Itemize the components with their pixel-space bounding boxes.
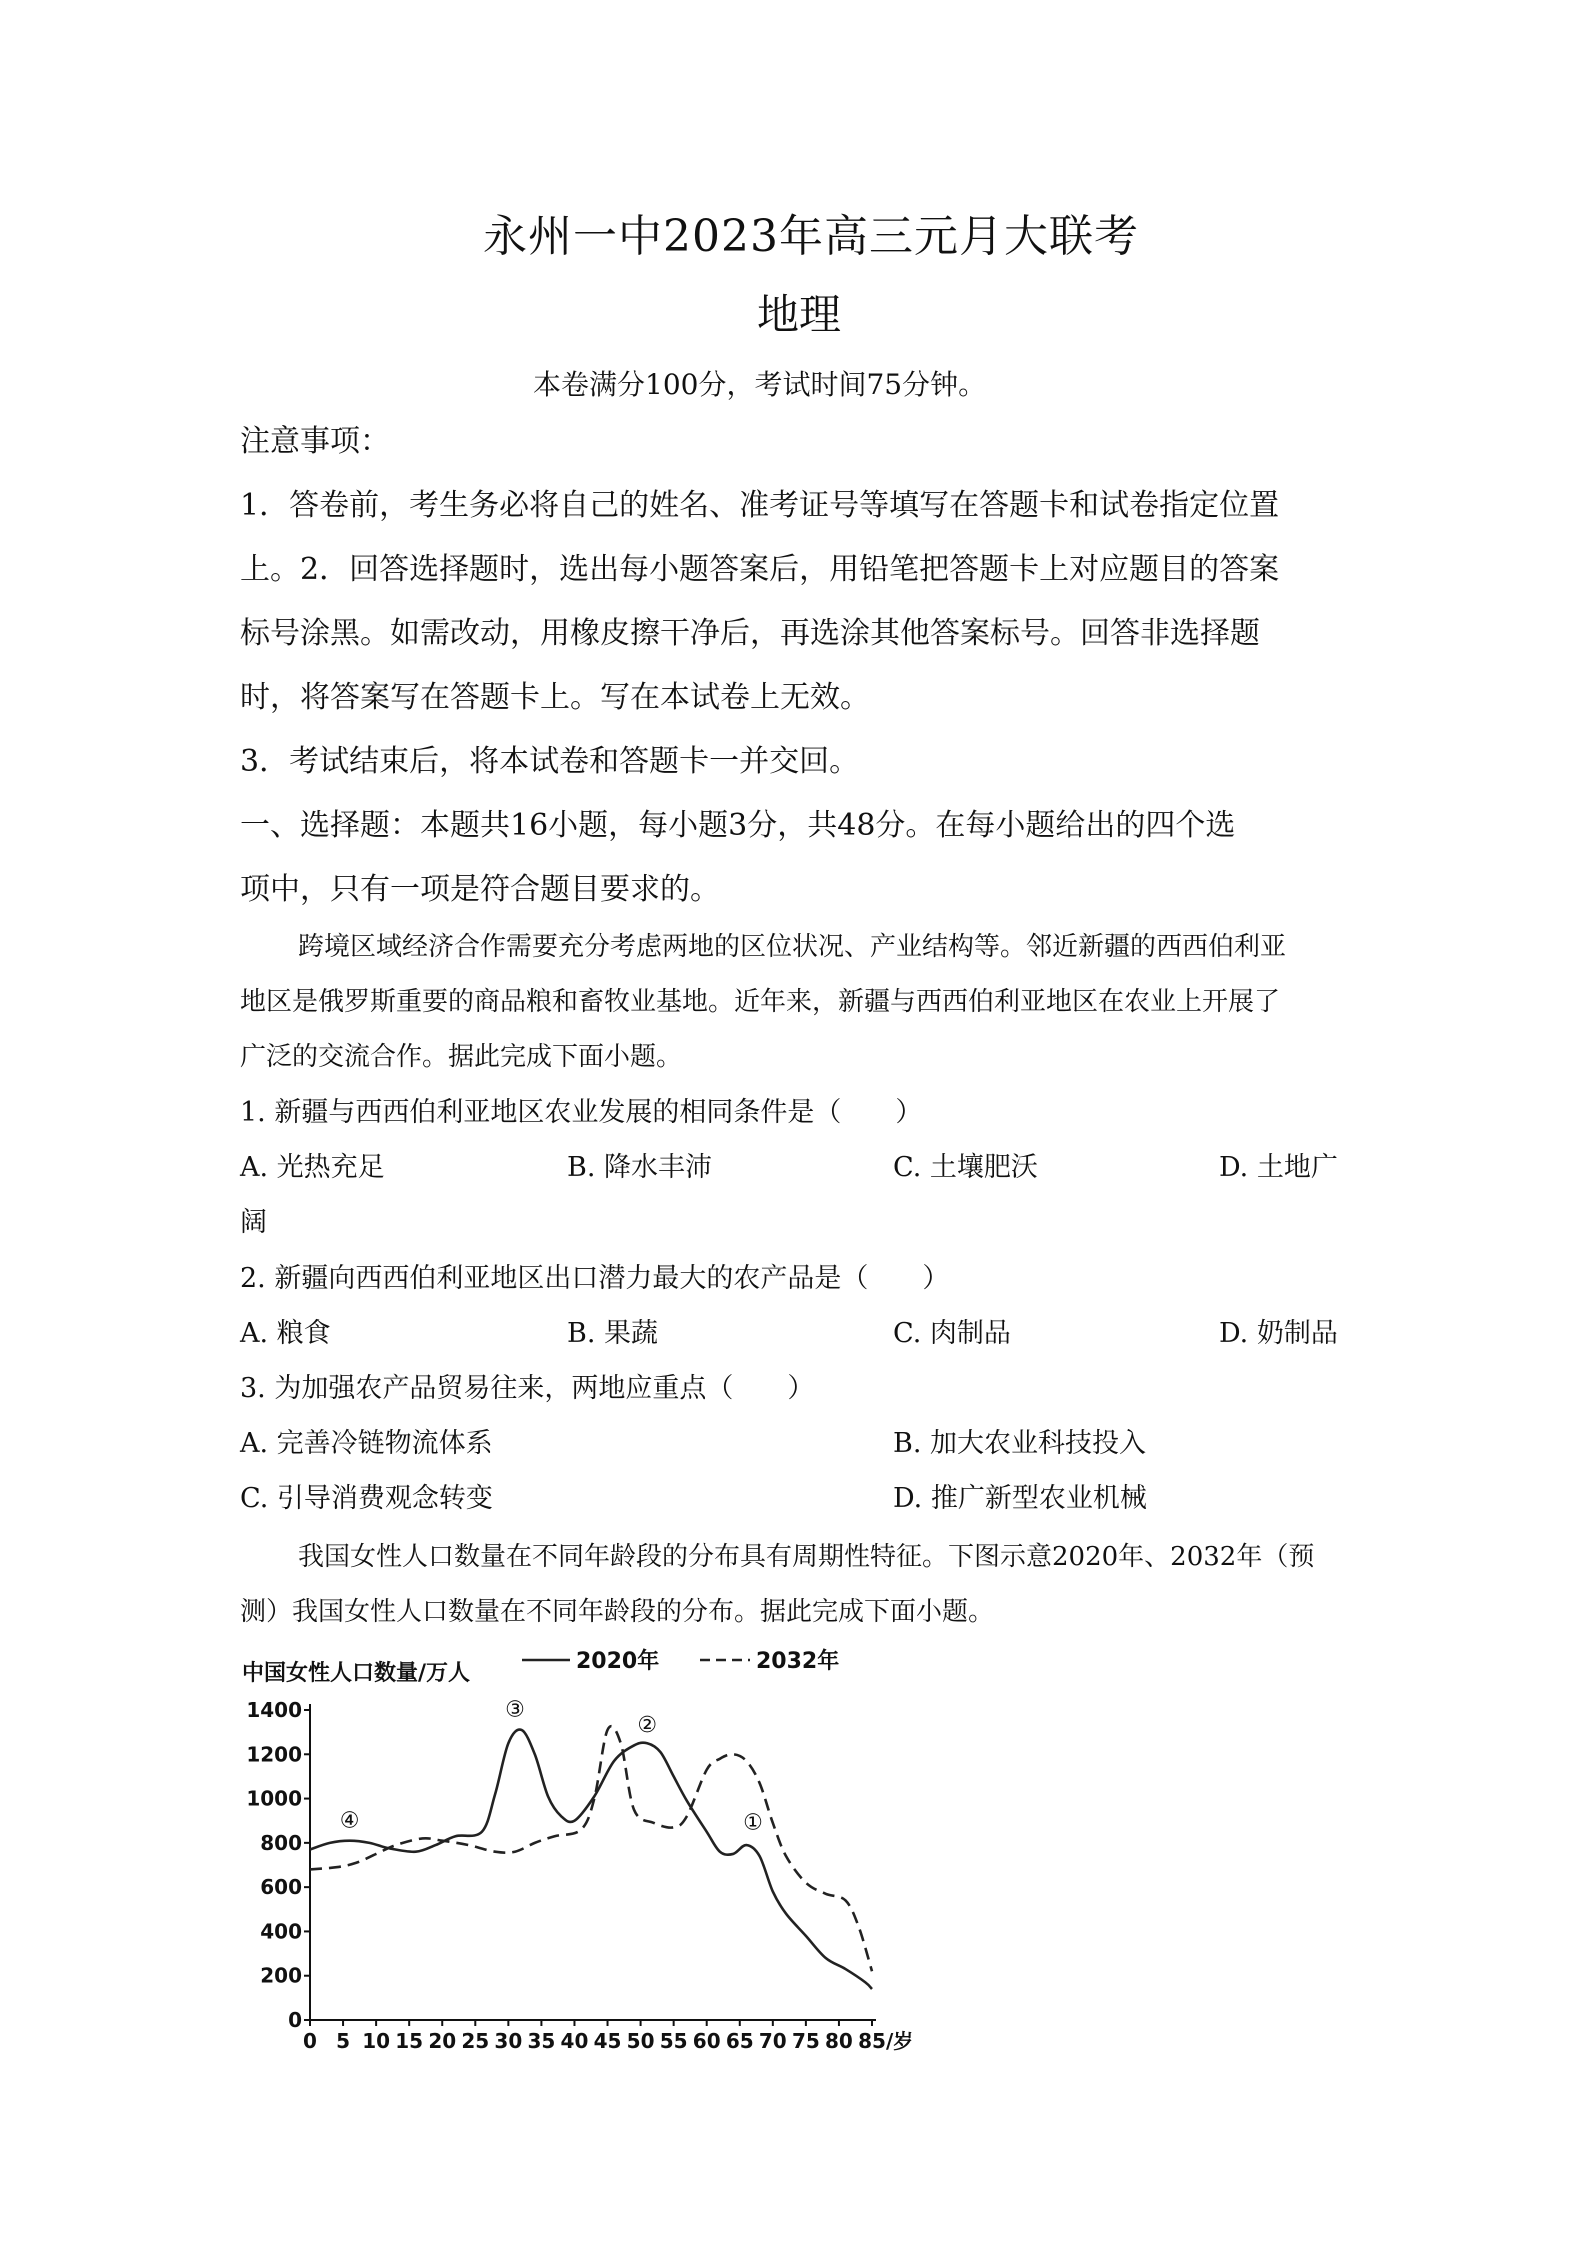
x-tick-label: 75 (791, 2029, 820, 2053)
y-tick-label: 0 (288, 2008, 302, 2032)
q2-option-d: D. 奶制品 (1219, 1318, 1338, 1349)
subject-title: 地理 (757, 290, 842, 339)
legend-label-1: 2020年 (576, 1649, 660, 1674)
question-1-stem: 1. 新疆与西西伯利亚地区农业发展的相同条件是（ ） (240, 1097, 923, 1128)
q1-option-d-cont: 阔 (240, 1207, 267, 1238)
passage-2: 我国女性人口数量在不同年龄段的分布具有周期性特征。下图示意2020年、2032年（预 (298, 1542, 1315, 1572)
q1-option-d: D. 土地广 (1219, 1152, 1338, 1183)
y-tick-label: 400 (260, 1919, 302, 1944)
q1-option-c: C. 土壤肥沃 (893, 1152, 1038, 1183)
y-axis-title: 中国女性人口数量/万人 (242, 1661, 471, 1686)
q3-option-b: B. 加大农业科技投入 (893, 1428, 1147, 1459)
x-tick-label: 60 (692, 2029, 721, 2053)
y-tick-label: 1400 (246, 1698, 302, 1722)
q2-option-b: B. 果蔬 (567, 1318, 659, 1349)
notes-line: 3．考试结束后，将本试卷和答题卡一并交回。 (240, 744, 860, 779)
annotation-marker: ③ (505, 1697, 525, 1723)
x-tick-label: 40 (560, 2029, 589, 2053)
notes-heading: 注意事项： (240, 424, 390, 459)
x-tick-label: 80 (825, 2029, 853, 2053)
notes-line: 时，将答案写在答题卡上。写在本试卷上无效。 (240, 680, 870, 715)
q2-option-c: C. 肉制品 (893, 1318, 1011, 1349)
x-tick-label: 70 (758, 2029, 787, 2053)
section-heading: 一、选择题：本题共16小题，每小题3分，共48分。在每小题给出的四个选 (240, 808, 1236, 843)
annotation-marker: ② (637, 1713, 658, 1739)
x-tick-label: 50 (626, 2029, 655, 2053)
question-3-stem: 3. 为加强农产品贸易往来，两地应重点（ ） (240, 1373, 815, 1404)
notes-line: 上。2．回答选择题时，选出每小题答案后，用铅笔把答题卡上对应题目的答案 (240, 552, 1280, 587)
passage-2: 测）我国女性人口数量在不同年龄段的分布。据此完成下面小题。 (240, 1597, 995, 1627)
y-tick-label: 600 (260, 1875, 302, 1900)
notes-line: 1．答卷前，考生务必将自己的姓名、准考证号等填写在答题卡和试卷指定位置 (240, 488, 1280, 523)
x-tick-label: 55 (659, 2029, 688, 2053)
x-tick-label: 85 (858, 2029, 886, 2053)
x-tick-label: 0 (303, 2029, 317, 2053)
x-tick-label: 15 (395, 2029, 424, 2053)
passage-1: 跨境区域经济合作需要充分考虑两地的区位状况、产业结构等。邻近新疆的西西伯利亚 (298, 932, 1287, 962)
x-tick-label: 10 (362, 2029, 391, 2053)
q2-option-a: A. 粮食 (240, 1318, 331, 1349)
notes-line: 标号涂黑。如需改动，用橡皮擦干净后，再选涂其他答案标号。回答非选择题 (240, 616, 1260, 651)
annotation-marker: ① (743, 1810, 763, 1836)
passage-1: 地区是俄罗斯重要的商品粮和畜牧业基地。近年来，新疆与西西伯利亚地区在农业上开展了 (240, 987, 1281, 1017)
passage-1: 广泛的交流合作。据此完成下面小题。 (240, 1042, 683, 1072)
x-tick-label: 5 (336, 2029, 351, 2053)
question-2-stem: 2. 新疆向西西伯利亚地区出口潜力最大的农产品是（ ） (240, 1263, 950, 1294)
y-tick-label: 1000 (246, 1786, 302, 1811)
q3-option-d: D. 推广新型农业机械 (893, 1483, 1147, 1514)
q3-option-c: C. 引导消费观念转变 (240, 1483, 493, 1514)
chart-svg (230, 1640, 930, 2060)
section-heading: 项中，只有一项是符合题目要求的。 (240, 872, 720, 907)
x-tick-label: 45 (593, 2029, 622, 2053)
q1-option-a: A. 光热充足 (240, 1152, 385, 1183)
y-tick-label: 800 (260, 1830, 302, 1855)
x-axis-unit: /岁 (886, 2029, 914, 2053)
legend-label-2: 2032年 (756, 1649, 840, 1674)
q1-option-b: B. 降水丰沛 (567, 1152, 713, 1183)
annotation-marker: ④ (339, 1808, 360, 1834)
exam-info: 本卷满分100分，考试时间75分钟。 (533, 368, 987, 401)
x-tick-label: 65 (725, 2029, 754, 2053)
y-tick-label: 200 (260, 1963, 302, 1988)
y-tick-label: 1200 (246, 1742, 302, 1767)
x-tick-label: 25 (461, 2029, 490, 2053)
x-tick-label: 35 (527, 2029, 556, 2053)
population-chart (230, 1640, 930, 2060)
x-tick-label: 20 (428, 2029, 457, 2053)
exam-title: 永州一中2023年高三元月大联考 (483, 211, 1139, 262)
x-tick-label: 30 (494, 2029, 523, 2053)
q3-option-a: A. 完善冷链物流体系 (240, 1428, 493, 1459)
